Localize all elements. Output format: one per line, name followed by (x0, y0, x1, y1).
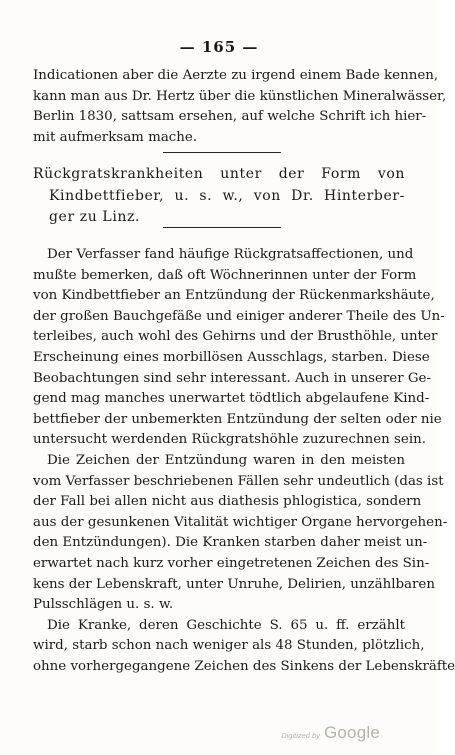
google-logo: Google (323, 723, 380, 742)
text-line: Pulsschlägen u. s. w. (33, 597, 174, 613)
text-line: kens der Lebenskraft, unter Unruhe, Delirien, unzählbaren (33, 576, 435, 592)
page-number: — 165 — (179, 38, 259, 56)
heading-line: Kindbettfieber, u. s. w., von Dr. Hinterber- (49, 187, 405, 204)
text-line: Berlin 1830, sattsam ersehen, auf welche Schrift ich hier- (33, 109, 427, 125)
divider-rule (163, 227, 281, 228)
text-line: Beobachtungen sind sehr interessant. Auch in unserer Ge- (33, 370, 431, 386)
text-line: der Fall bei allen nicht aus diathesis phlogistica, sondern (33, 494, 422, 510)
divider-rule (163, 152, 281, 153)
text-line: Der Verfasser fand häufige Rückgratsaffectionen, und (47, 247, 414, 262)
text-line: aus der gesunkenen Vitalität wichtiger Organe hervorgehen- (33, 514, 448, 530)
text-line: Indicationen aber die Aerzte zu irgend einem Bade kennen, (33, 68, 439, 83)
text-line: erwartet nach kurz vorher eingetretenen Zeichen des Sin- (33, 555, 430, 571)
text-line: vom Verfasser beschriebenen Fällen sehr undeutlich (das ist (33, 473, 444, 489)
text-line: Die Kranke, deren Geschichte S. 65 u. ff. erzählt (47, 617, 405, 633)
text-line: von Kindbettfieber an Entzündung der Rückenmarkshäute, (33, 288, 435, 304)
text-line: den Entzündungen). Die Kranken starben daher meist un- (33, 535, 428, 551)
text-line: gend mag manches unerwartet tödtlich abgelaufene Kind- (33, 391, 430, 407)
watermark-prefix: Digitized by (281, 731, 320, 740)
heading-line: ger zu Linz. (49, 209, 141, 225)
heading-line: Rückgratskrankheiten unter der Form von (33, 166, 405, 182)
text-line: terleibes, auch wohl des Gehirns und der Brusthöhle, unter (33, 329, 438, 345)
text-line: Die Zeichen der Entzündung waren in den meisten (47, 452, 405, 468)
text-line: kann man aus Dr. Hertz über die künstlichen Mineralwässer, (33, 88, 447, 104)
text-line: mit aufmerksam mache. (33, 129, 198, 145)
text-line: untersucht werdenden Rückgratshöhle zuzurechnen sein. (33, 432, 426, 448)
text-line: Erscheinung eines morbillösen Ausschlags, starben. Diese (33, 349, 430, 365)
text-line: mußte bemerken, daß oft Wöchnerinnen unter der Form (33, 267, 417, 283)
google-watermark (281, 723, 380, 743)
body-text (33, 245, 455, 677)
text-line: der großen Bauchgefäße und einiger anderer Theile des Un- (33, 308, 445, 324)
top-paragraph (33, 66, 447, 148)
text-line: bettfieber der unbemerkten Entzündung der selten oder nie (33, 411, 442, 427)
text-line: wird, starb schon nach weniger als 48 Stunden, plötzlich, (33, 638, 425, 654)
section-heading (33, 164, 405, 229)
text-line: ohne vorhergegangene Zeichen des Sinkens der Lebenskräfte (33, 658, 455, 674)
